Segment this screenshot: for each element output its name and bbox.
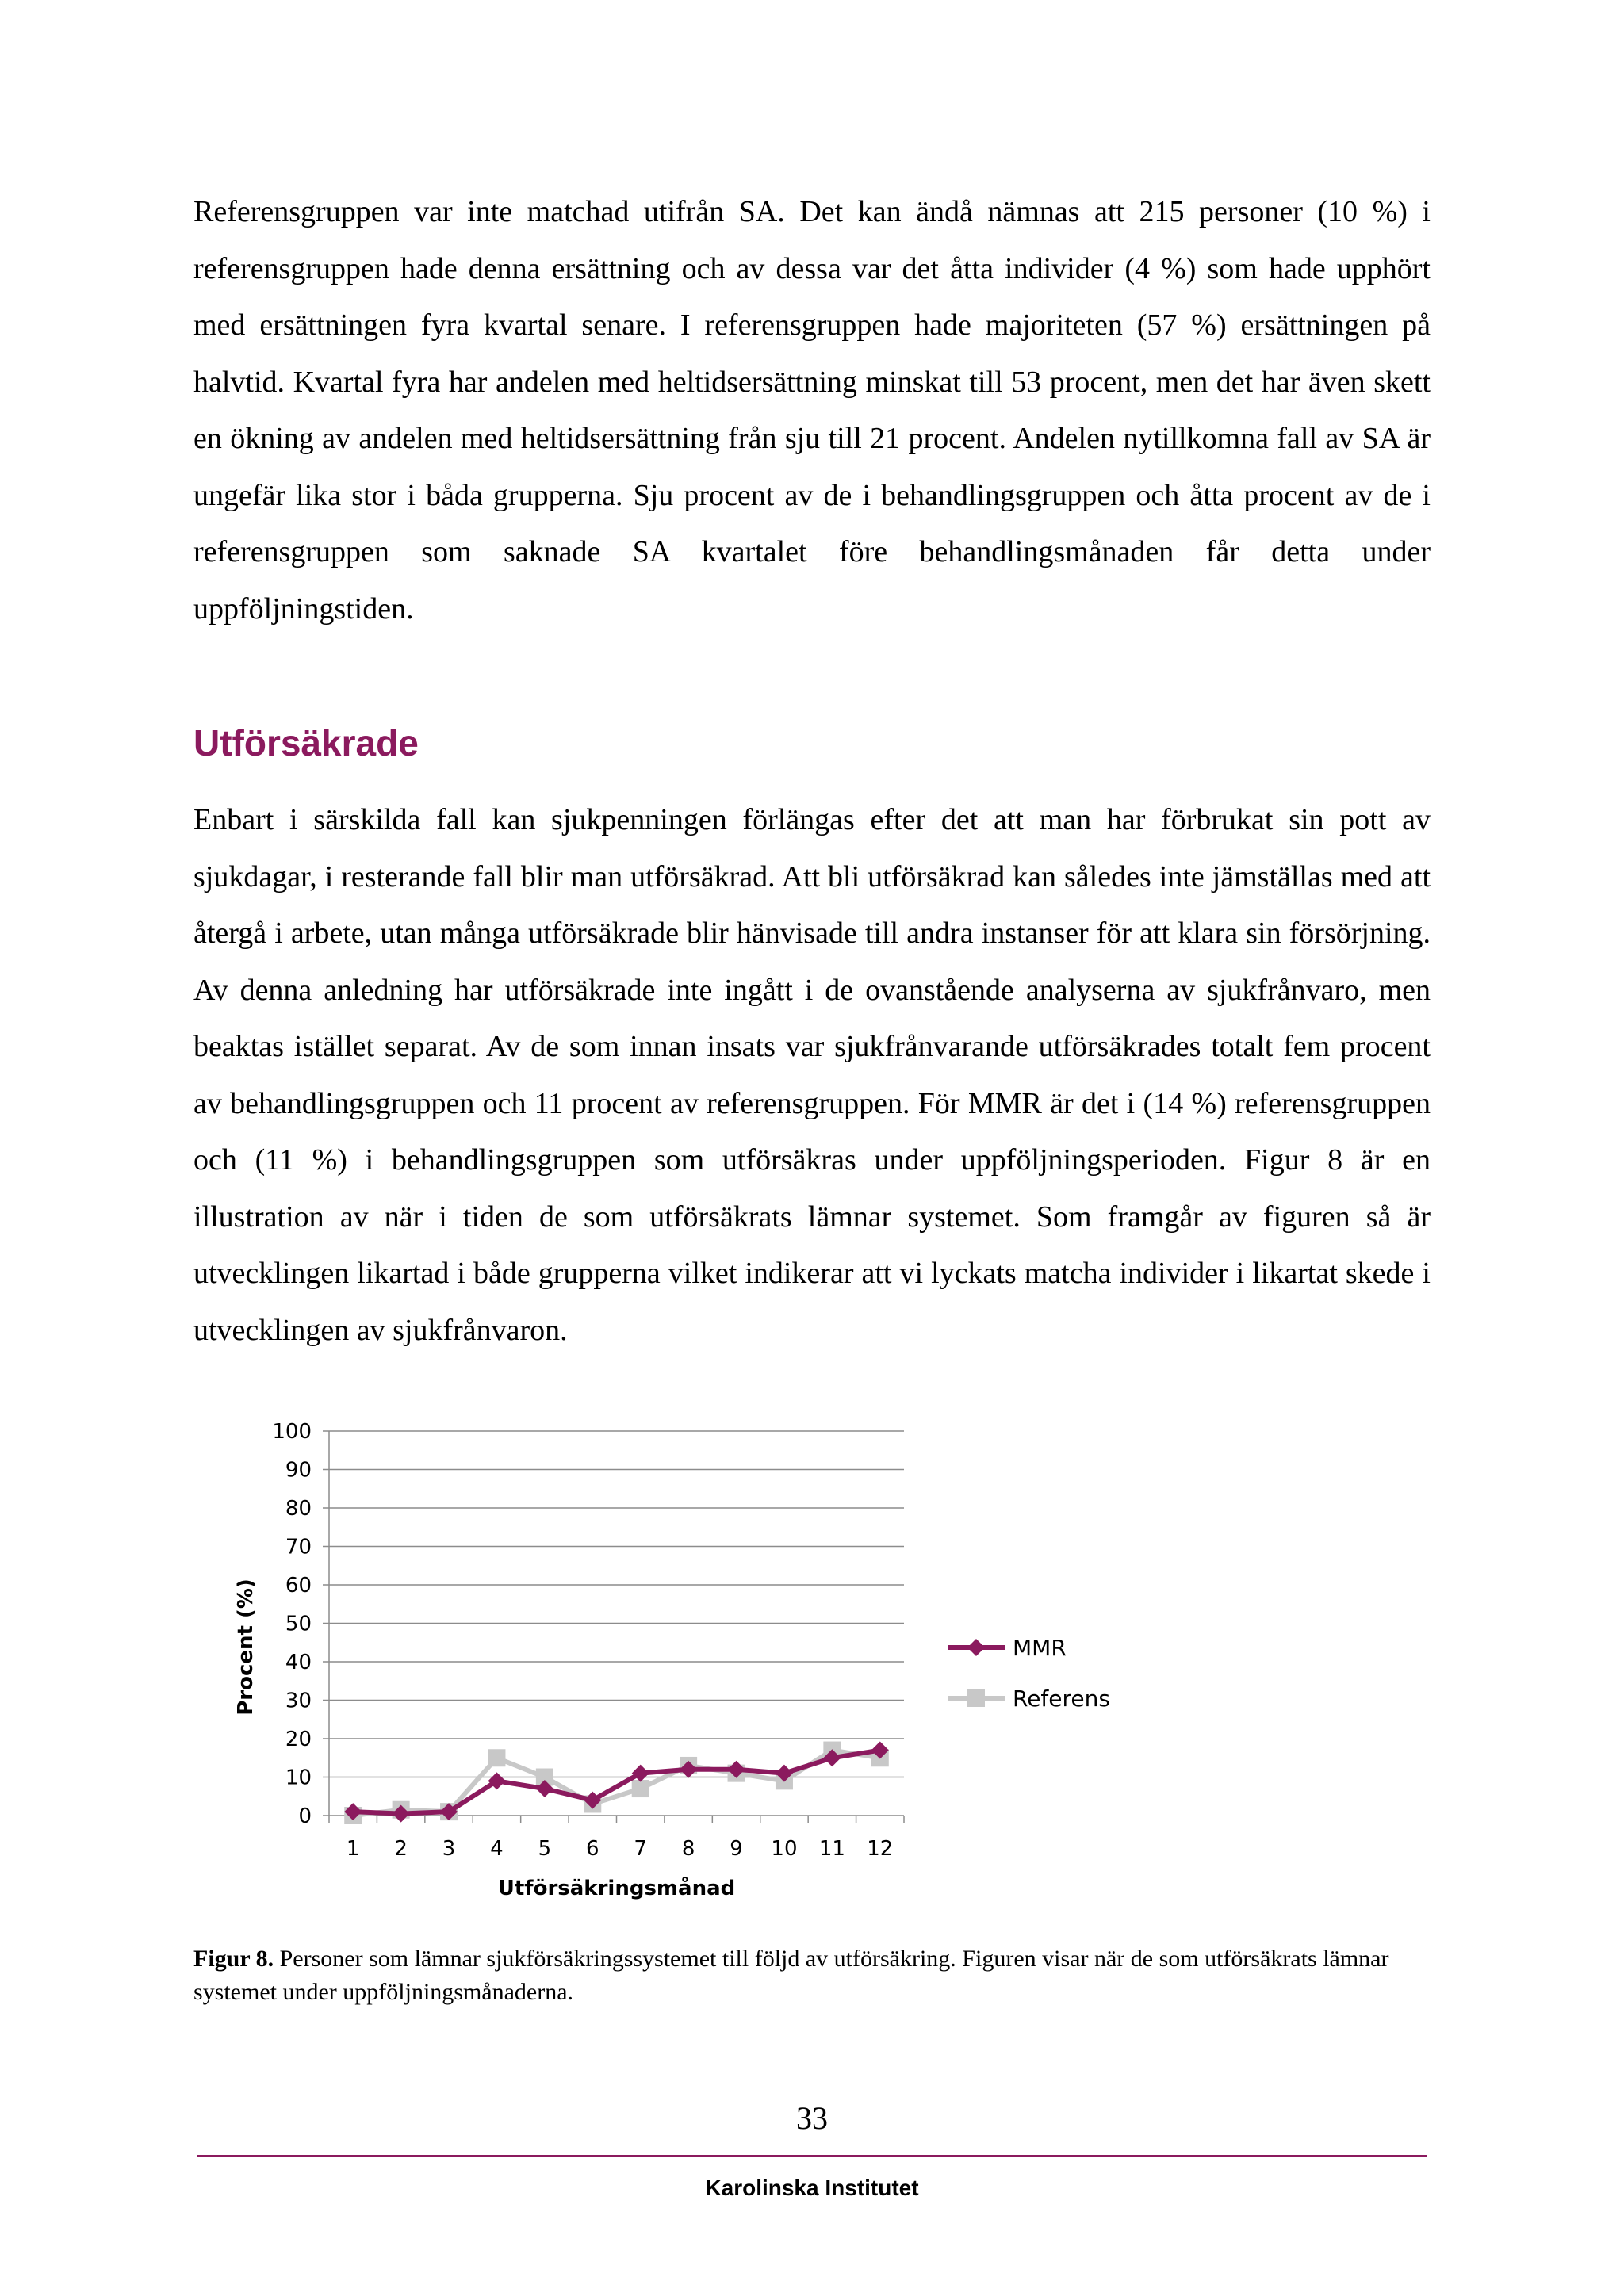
legend-marker-referens <box>967 1689 985 1707</box>
x-tick-label: 1 <box>346 1837 360 1861</box>
y-tick-label: 40 <box>285 1651 312 1674</box>
figure-caption <box>193 1942 1431 2009</box>
data-point-referens <box>632 1780 649 1797</box>
legend-label-referens: Referens <box>1013 1686 1110 1712</box>
x-axis-title: Utförsäkringsmånad <box>497 1877 736 1900</box>
y-tick-label: 0 <box>298 1804 312 1828</box>
x-tick-label: 9 <box>730 1837 743 1861</box>
y-axis-title: Procent (%) <box>234 1578 258 1716</box>
x-tick-label: 11 <box>818 1837 845 1861</box>
caption-label: Figur 8. <box>193 1946 274 1972</box>
data-point-referens <box>488 1749 505 1766</box>
y-tick-label: 90 <box>285 1458 312 1483</box>
x-tick-label: 10 <box>771 1837 798 1861</box>
footer-divider <box>197 2155 1427 2157</box>
page-number: 33 <box>796 2100 828 2136</box>
section-heading: Utförsäkrade <box>193 722 419 763</box>
y-tick-label: 100 <box>272 1420 312 1444</box>
y-tick-label: 30 <box>285 1689 312 1713</box>
x-tick-label: 7 <box>634 1837 647 1861</box>
legend-label-mmr: MMR <box>1013 1635 1067 1661</box>
y-tick-label: 60 <box>285 1574 312 1598</box>
x-tick-label: 5 <box>538 1837 552 1861</box>
x-tick-label: 6 <box>586 1837 599 1861</box>
x-tick-label: 12 <box>867 1837 894 1861</box>
y-tick-label: 80 <box>285 1497 312 1521</box>
footer-institution: Karolinska Institutet <box>705 2175 919 2200</box>
y-tick-label: 70 <box>285 1535 312 1559</box>
x-tick-label: 3 <box>442 1837 456 1861</box>
paragraph-referensgruppen: Referensgruppen var inte matchad utifrån SA. Det kan ändå nämnas att 215 personer (10 %) i referensgruppen hade denna ersättning och av dessa var det åtta individer (4 %) som hade upphört med ersättningen fyra kvartal senare. I referensgruppen hade majoriteten (57 %) ersättningen på halvtid. Kvartal fyra har andelen med heltidsersättning minskat till 53 procent, men det har även skett en ökning av andelen med heltidsersättning från sju till 21 procent. Andelen nytillkomna fall av SA är ungefär lika stor i båda grupperna. Sju procent av de i behandlingsgruppen och åtta procent av de i referensgruppen som saknade SA kvartalet före behandlingsmånaden får detta under uppföljningstiden. <box>193 195 1431 626</box>
y-tick-label: 10 <box>285 1766 312 1790</box>
caption-text: Personer som lämnar sjukförsäkringssystemet till följd av utförsäkring. Figuren visar när de som utförsäkrats lämnar systemet under uppföljningsmånaderna. <box>193 1946 1389 2005</box>
y-tick-label: 50 <box>285 1612 312 1636</box>
paragraph-utforsakrade: Enbart i särskilda fall kan sjukpenningen förlängas efter det att man har förbrukat sin pott av sjukdagar, i resterande fall blir man utförsäkrad. Att bli utförsäkrad kan således inte jämställas med att återgå i arbete, utan många utförsäkrade blir hänvisade till andra instanser för att klara sin försörjning. Av denna anledning har utförsäkrade inte ingått i de ovanstående analyserna av sjukfrånvaro, men beaktas istället separat. Av de som innan insats var sjukfrånvarande utförsäkrades totalt fem procent av behandlingsgruppen och 11 procent av referensgruppen. För MMR är det i (14 %) referensgruppen och (11 %) i behandlingsgruppen som utförsäkras under uppföljningsperioden. Figur 8 är en illustration av när i tiden de som utförsäkrats lämnar systemet. Som framgår av figuren så är utvecklingen likartad i både grupperna vilket indikerar att vi lyckats matcha individer i likartat skede i utvecklingen av sjukfrånvaron. <box>193 803 1431 1347</box>
y-tick-label: 20 <box>285 1728 312 1751</box>
legend-marker-mmr <box>967 1639 985 1656</box>
x-tick-label: 4 <box>490 1837 504 1861</box>
x-tick-label: 8 <box>681 1837 695 1861</box>
series-line-referens <box>353 1751 880 1816</box>
x-tick-label: 2 <box>394 1837 408 1861</box>
series-line-mmr <box>353 1751 880 1814</box>
figure-8-line-chart <box>214 1403 1166 1919</box>
